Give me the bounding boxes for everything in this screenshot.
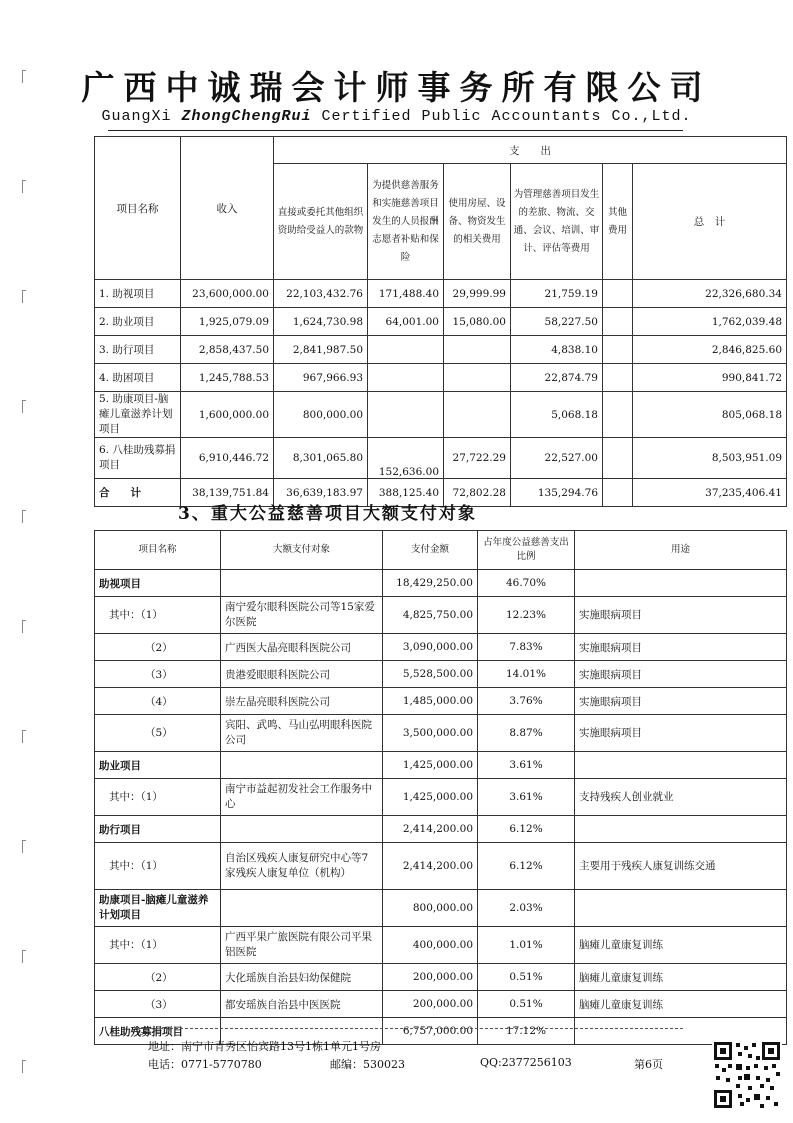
binder-mark — [22, 400, 26, 413]
header-rule — [108, 130, 683, 131]
table-row: （2） 广西医大晶亮眼科医院公司 3,090,000.00 7.83% 实施眼病项目 — [95, 634, 787, 661]
col-header-property: 使用房屋、设备、物资发生的相关费用 — [444, 164, 511, 280]
footer-page: 第6页 — [634, 1058, 663, 1071]
col-header-payee: 大额支付对象 — [221, 531, 383, 570]
binder-mark — [22, 620, 26, 633]
col-header-total: 总 计 — [633, 164, 787, 280]
binder-mark — [22, 730, 26, 743]
company-name-en: GuangXi ZhongChengRui Certified Public Accountants Co.,Ltd. — [101, 108, 692, 125]
col-header-name: 项目名称 — [95, 531, 221, 570]
col-header-ratio: 占年度公益慈善支出比例 — [478, 531, 575, 570]
col-header-other: 其他费用 — [603, 164, 633, 280]
company-name-cn: 广西中诚瑞会计师事务所有限公司 — [81, 68, 712, 107]
table-row: 其中：（1） 南宁市益起初发社会工作服务中心 1,425,000.00 3.61% 支持残疾人创业就业 — [95, 779, 787, 816]
footer-postcode: 邮编：530023 — [330, 1058, 405, 1071]
table-row: （2） 大化瑶族自治县妇幼保健院 200,000.00 0.51% 脑瘫儿童康复训练 — [95, 964, 787, 991]
table-row: 3. 助行项目 2,858,437.50 2,841,987.50 4,838.10 2,846,825.60 — [95, 336, 787, 364]
binder-mark — [22, 950, 26, 963]
table-row: 4. 助困项目 1,245,788.53 967,966.93 22,874.79 990,841.72 — [95, 364, 787, 392]
footer-phone: 电话：0771-5770780 — [148, 1058, 262, 1071]
table-row: 5. 助康项目-脑瘫儿童滋养计划项目 1,600,000.00 800,000.00 5,068.18 805,068.18 — [95, 392, 787, 438]
col-header-direct: 直接或委托其他组织资助给受益人的款物 — [274, 164, 368, 280]
section-title: 3、重大公益慈善项目大额支付对象 — [178, 504, 477, 524]
col-header-amount: 支付金额 — [383, 531, 478, 570]
table-row: 助业项目 1,425,000.00 3.61% — [95, 752, 787, 779]
table-row: （5） 宾阳、武鸣、马山弘明眼科医院公司 3,500,000.00 8.87% 实施眼病项目 — [95, 715, 787, 752]
footer-address: 地址：南宁市青秀区怡宾路13号1栋1单元1号房 — [148, 1040, 381, 1053]
sum-row: 合 计 38,139,751.84 36,639,183.97 388,125.40 72,802.28 135,294.76 37,235,406.41 — [95, 479, 787, 507]
col-header-income: 收入 — [181, 137, 274, 280]
table-row: （3） 贵港爱眼眼科医院公司 5,528,500.00 14.01% 实施眼病项目 — [95, 661, 787, 688]
table-row: 其中：（1） 广西平果广旅医院有限公司平果铝医院 400,000.00 1.01% 脑瘫儿童康复训练 — [95, 927, 787, 964]
table-row: 助视项目 18,429,250.00 46.70% — [95, 570, 787, 597]
binder-mark — [22, 180, 26, 193]
binder-mark — [22, 1060, 26, 1073]
expense-table — [94, 136, 787, 507]
table-row: 八桂助残募捐项目 6,757,000.00 17.12% — [95, 1018, 787, 1045]
table-row: 1. 助视项目 23,600,000.00 22,103,432.76 171,488.40 29,999.99 21,759.19 22,326,680.34 — [95, 280, 787, 308]
table-row: 2. 助业项目 1,925,079.09 1,624,730.98 64,001.00 15,080.00 58,227.50 1,762,039.48 — [95, 308, 787, 336]
table-row: 6. 八桂助残募捐项目 6,910,446.72 8,301,065.80 152,636.00 27,722.29 22,527.00 8,503,951.09 — [95, 438, 787, 479]
footer-rule — [135, 1028, 683, 1029]
payee-table — [94, 530, 787, 1045]
footer-qq: QQ:2377256103 — [480, 1056, 572, 1069]
col-header-use: 用途 — [575, 531, 787, 570]
table-row: 其中：（1） 自治区残疾人康复研究中心等7家残疾人康复单位（机构） 2,414,200.00 6.12% 主要用于残疾人康复训练交通 — [95, 843, 787, 890]
qr-code-icon — [712, 1040, 782, 1110]
table-row: 其中：（1） 南宁爱尔眼科医院公司等15家爱尔医院 4,825,750.00 12.23% 实施眼病项目 — [95, 597, 787, 634]
table-row: （4） 崇左晶亮眼科医院公司 1,485,000.00 3.76% 实施眼病项目 — [95, 688, 787, 715]
col-header-manage: 为管理慈善项目发生的差旅、物流、交通、会议、培训、审计、评估等费用 — [511, 164, 603, 280]
binder-mark — [22, 510, 26, 523]
col-header-staff: 为提供慈善服务和实施慈善项目发生的人员报酬志愿者补贴和保险 — [368, 164, 444, 280]
table-row: 助康项目-脑瘫儿童滋养计划项目 800,000.00 2.03% — [95, 890, 787, 927]
table-row: （3） 都安瑶族自治县中医医院 200,000.00 0.51% 脑瘫儿童康复训练 — [95, 991, 787, 1018]
col-header-expense: 支 出 — [274, 137, 787, 164]
col-header-name: 项目名称 — [95, 137, 181, 280]
binder-mark — [22, 840, 26, 853]
binder-mark — [22, 290, 26, 303]
table-row: 助行项目 2,414,200.00 6.12% — [95, 816, 787, 843]
